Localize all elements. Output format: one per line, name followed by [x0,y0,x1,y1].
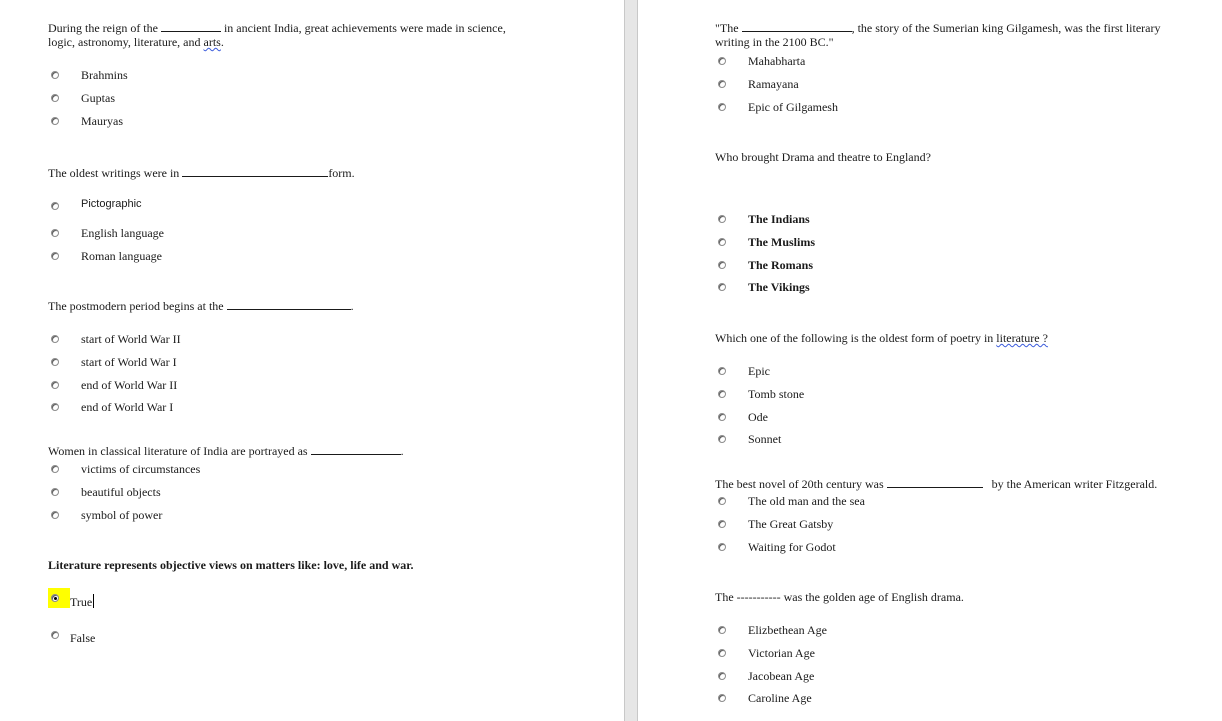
option-label: Mauryas [81,114,123,128]
option-label: Tomb stone [748,387,805,401]
radio-button[interactable] [51,358,59,366]
option-label: Ode [748,410,768,424]
question-1-line-2 [48,35,224,50]
option-label: start of World War II [81,332,181,346]
answer-blank [182,165,328,177]
radio-button[interactable] [718,672,726,680]
question-9-text-after: by the American writer Fitzgerald. [991,477,1158,491]
question-3-text-after: . [350,299,354,313]
question-9-text-before: The best novel of 20th century was [715,477,884,491]
text-cursor [93,594,94,608]
option-label: Sonnet [748,432,782,446]
radio-button[interactable] [718,57,726,65]
radio-button[interactable] [51,252,59,260]
answer-blank [161,20,221,32]
option-label: Pictographic [81,198,142,210]
option-label: Caroline Age [748,691,812,705]
answer-blank [311,443,401,455]
question-10-text-after: was the golden age of English drama. [783,590,964,604]
question-9 [715,476,1157,492]
radio-button[interactable] [51,631,59,639]
question-4-text-before: Women in classical literature of India are portrayed as [48,444,308,458]
option-label: English language [81,226,164,240]
option-label: Epic of Gilgamesh [748,100,838,114]
option-label: True [70,595,93,609]
question-2-text-after: form. [328,166,355,180]
option-label: beautiful objects [81,485,161,499]
question-10 [715,590,964,605]
question-8-text-before: Which one of the following is the oldest form of poetry in [715,331,994,345]
radio-button[interactable] [718,103,726,111]
question-2 [48,165,355,181]
option-label-wrapper [70,594,94,610]
option-label: Brahmins [81,68,128,82]
question-6-line-2: writing in the 2100 BC." [715,35,834,49]
option-label: Ramayana [748,77,799,91]
option-label: start of World War I [81,355,177,369]
radio-button[interactable] [718,649,726,657]
radio-button[interactable] [718,543,726,551]
radio-button[interactable] [718,413,726,421]
radio-button[interactable] [718,390,726,398]
answer-blank [227,298,351,310]
radio-button[interactable] [718,80,726,88]
option-label: Jacobean Age [748,669,815,683]
radio-button[interactable] [51,202,59,210]
page-gutter [624,0,638,721]
question-5: Literature represents objective views on matters like: love, life and war. [48,558,414,572]
radio-button[interactable] [51,94,59,102]
radio-button[interactable] [718,694,726,702]
radio-button[interactable] [718,497,726,505]
question-6-line-1 [715,20,1161,36]
option-label: Epic [748,364,770,378]
radio-button[interactable] [51,117,59,125]
option-label: victims of circumstances [81,462,201,476]
question-6-text-after: , the story of the Sumerian king Gilgamesh, was the first literary [851,21,1161,35]
option-label: Guptas [81,91,115,105]
option-label: The Vikings [748,280,810,294]
radio-button[interactable] [718,283,726,291]
radio-button[interactable] [718,626,726,634]
radio-button[interactable] [51,488,59,496]
radio-button-checked[interactable] [51,594,59,602]
question-1-text-after: in ancient India, great achievements were made in science, [223,21,506,35]
option-label: False [70,631,96,645]
question-3-text-before: The postmodern period begins at the [48,299,224,313]
radio-button[interactable] [51,511,59,519]
question-1-line-2-end: . [220,35,224,49]
question-2-text-before: The oldest writings were in [48,166,180,180]
question-10-text-before: The [715,590,734,604]
radio-button[interactable] [718,215,726,223]
option-label: Roman language [81,249,162,263]
option-label: Mahabharta [748,54,806,68]
radio-button[interactable] [51,465,59,473]
radio-button[interactable] [51,335,59,343]
question-1-line-1 [48,20,506,36]
question-7: Who brought Drama and theatre to England? [715,150,931,164]
option-label: The old man and the sea [748,494,865,508]
spellcheck-word: arts [203,35,221,49]
answer-blank [887,476,983,488]
question-4 [48,443,404,459]
option-label: The Great Gatsby [748,517,834,531]
radio-button[interactable] [718,261,726,269]
radio-button[interactable] [51,381,59,389]
radio-button[interactable] [718,367,726,375]
radio-button[interactable] [51,71,59,79]
option-label: end of World War I [81,400,174,414]
option-label: The Indians [748,212,810,226]
question-10-dashes: ----------- [736,590,781,604]
radio-button[interactable] [51,403,59,411]
question-6-text-before: "The [715,21,739,35]
option-label: symbol of power [81,508,163,522]
option-label: Waiting for Godot [748,540,836,554]
option-label: The Muslims [748,235,816,249]
question-1-line-2-text: logic, astronomy, literature, and [48,35,201,49]
answer-blank [742,20,852,32]
question-4-text-after: . [400,444,404,458]
option-label: Victorian Age [748,646,815,660]
radio-button[interactable] [51,229,59,237]
question-3 [48,298,354,314]
spellcheck-word: literature ? [996,331,1048,345]
radio-button[interactable] [718,238,726,246]
question-8 [715,331,1048,346]
option-label: The Romans [748,258,814,272]
radio-button[interactable] [718,435,726,443]
radio-button[interactable] [718,520,726,528]
option-label: end of World War II [81,378,178,392]
right-page [638,0,1222,721]
question-1-text-before: During the reign of the [48,21,158,35]
option-label: Elizbethean Age [748,623,827,637]
